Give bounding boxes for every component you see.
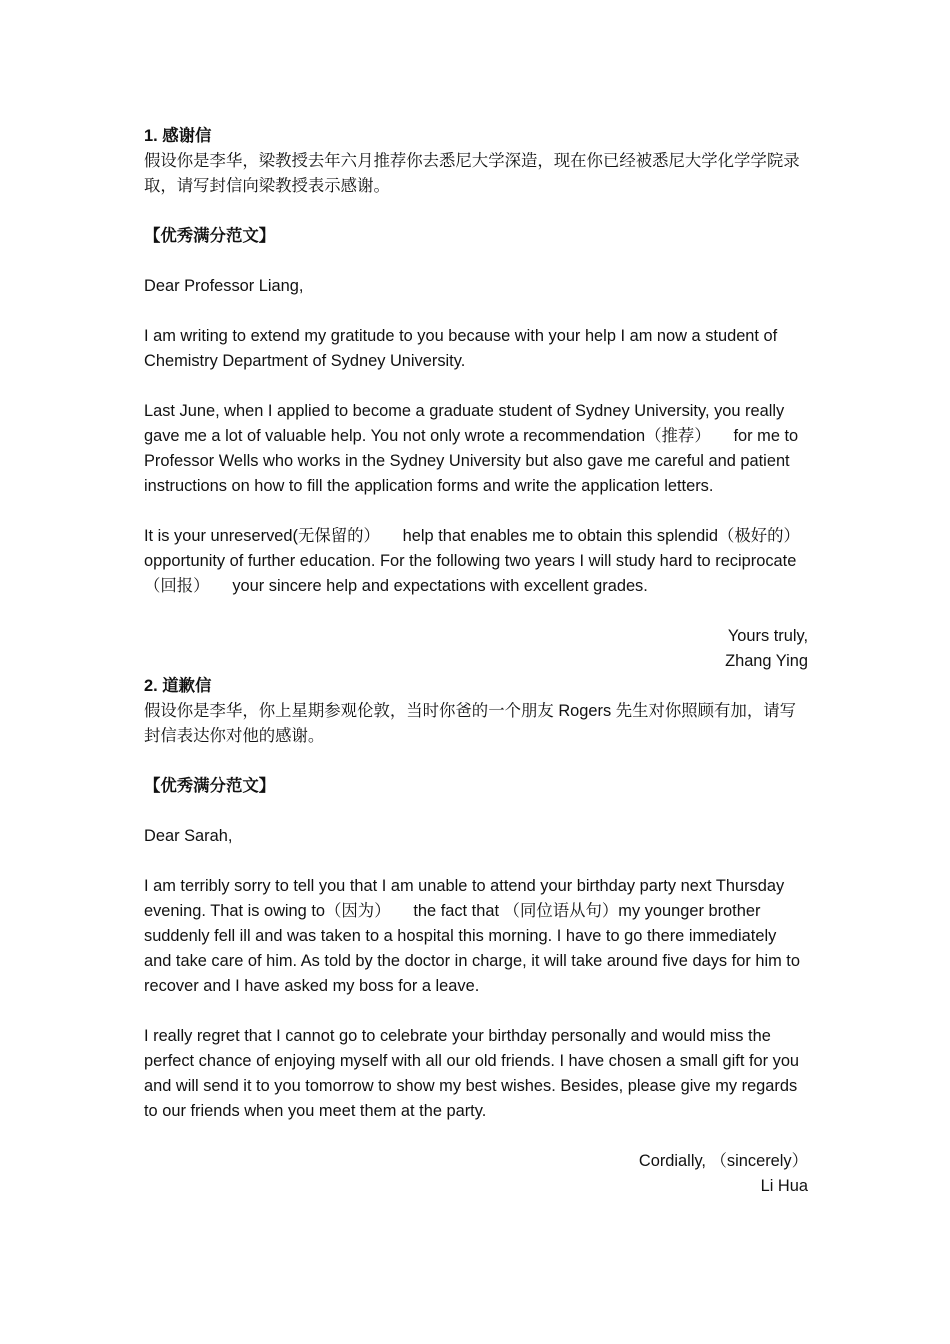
letter-signoff	[144, 624, 808, 674]
letter-paragraph: It is your unreserved(无保留的） help that enables me to obtain this splendid（极好的）opportunity of further education. For the following two years I will study hard to reciprocate（回报） your sincere help and expectations with excellent grades.	[144, 527, 800, 595]
letter-section-2	[144, 674, 808, 1199]
task-prompt: 假设你是李华，梁教授去年六月推荐你去悉尼大学深造，现在你已经被悉尼大学化学学院录取，请写封信向梁教授表示感谢。	[144, 152, 800, 195]
letter-paragraph: Last June, when I applied to become a graduate student of Sydney University, you really gave me a lot of valuable help. You not only wrote a recommendation（推荐） for me to Professor Wells who works in the Sydney University but also gave me careful and patient instructions on how to fill the application forms and write the application letters.	[144, 402, 799, 495]
letter-paragraph: I really regret that I cannot go to celebrate your birthday personally and would miss the perfect chance of enjoying myself with all our old friends. I have chosen a small gift for you and will send it to you tomorrow to show my best wishes. Besides, please give my regards to our friends when you meet them at the party.	[144, 1027, 800, 1120]
model-essay-label: 【优秀满分范文】	[144, 227, 276, 245]
letter-closing: Yours truly,	[727, 627, 808, 645]
letter-signoff	[144, 1149, 808, 1199]
letter-salutation: Dear Sarah,	[144, 827, 233, 845]
model-essay-label: 【优秀满分范文】	[144, 777, 276, 795]
letter-paragraph: I am writing to extend my gratitude to you because with your help I am now a student of Chemistry Department of Sydney University.	[144, 327, 778, 370]
section-heading: 1. 感谢信	[144, 127, 212, 145]
letter-salutation: Dear Professor Liang,	[144, 277, 304, 295]
letter-closing: Cordially, （sincerely）	[638, 1152, 808, 1170]
letter-paragraph: I am terribly sorry to tell you that I am unable to attend your birthday party next Thursday evening. That is owing to（因为） the fact that （同位语从句）my younger brother suddenly fell ill and was taken to a hospital this morning. I have to go there immediately and take care of him. As told by the doctor in charge, it will take around five days for him to recover and I have asked my boss for a leave.	[144, 877, 800, 995]
letter-section-1	[144, 124, 808, 674]
section-heading: 2. 道歉信	[144, 677, 212, 695]
letter-signature: Li Hua	[760, 1177, 808, 1195]
letter-signature: Zhang Ying	[725, 652, 808, 670]
document-page	[144, 124, 808, 1199]
task-prompt: 假设你是李华，你上星期参观伦敦，当时你爸的一个朋友 Rogers 先生对你照顾有加，请写封信表达你对他的感谢。	[144, 702, 797, 745]
